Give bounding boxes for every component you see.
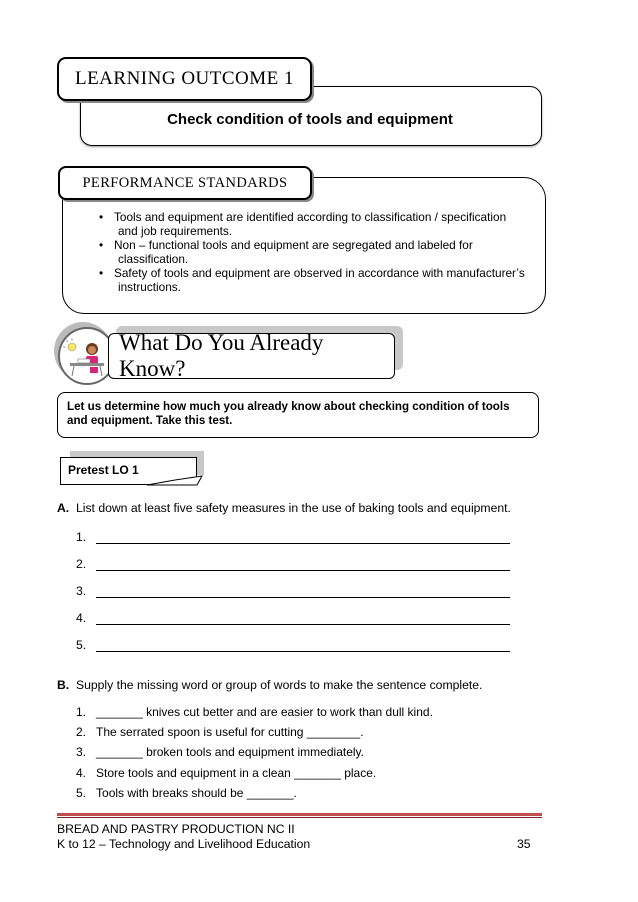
intro-text-line: Let us determine how much you already know about checking condition of tools: [67, 400, 510, 413]
section-a-text: List down at least five safety measures in the use of baking tools and equipment.: [75, 501, 511, 515]
footer-title: BREAD AND PASTRY PRODUCTION NC II: [57, 822, 295, 836]
page-number: 35: [517, 837, 531, 851]
list-item: • Safety of tools and equipment are observed in accordance with manufacturer’s instructions.: [99, 266, 525, 294]
answer-line[interactable]: [96, 543, 510, 544]
learning-outcome-title: LEARNING OUTCOME 1: [57, 57, 312, 101]
standard-line: Non – functional tools and equipment are segregated and labeled for: [114, 238, 473, 252]
performance-standards-title: PERFORMANCE STANDARDS: [58, 166, 312, 200]
section-b-text: Supply the missing word or group of words to make the sentence complete.: [75, 678, 483, 692]
answer-line[interactable]: [96, 597, 510, 598]
learning-outcome-subtitle: Check condition of tools and equipment: [167, 111, 453, 128]
standard-line: and job requirements.: [118, 224, 233, 238]
item-number: 4.: [76, 766, 87, 780]
section-b-instruction: [57, 678, 482, 692]
item-text: _______ knives cut better and are easier to work than dull kind.: [96, 705, 433, 719]
answer-number: 3.: [76, 584, 87, 598]
answer-number: 1.: [76, 530, 87, 544]
answer-line[interactable]: [96, 624, 510, 625]
list-item: [76, 786, 297, 800]
list-item: • Tools and equipment are identified according to classification / specification and job requirements.: [96, 210, 526, 238]
standard-line: classification.: [118, 252, 189, 266]
performance-standards-list: [96, 210, 526, 294]
section-b-letter: B.: [57, 678, 70, 692]
answer-number: 4.: [76, 611, 87, 625]
page-curl-icon: [145, 472, 205, 488]
item-text: Tools with breaks should be _______.: [96, 786, 297, 800]
intro-text-line: and equipment. Take this test.: [67, 414, 233, 427]
list-item: [76, 766, 376, 780]
item-number: 5.: [76, 786, 87, 800]
item-number: 1.: [76, 705, 87, 719]
standard-line: Tools and equipment are identified according to classification / specification: [114, 210, 507, 224]
section-a-instruction: [57, 501, 511, 515]
answer-line[interactable]: [96, 651, 510, 652]
list-item: [76, 745, 364, 759]
item-text: Store tools and equipment in a clean _______ place.: [96, 766, 377, 780]
section-a-letter: A.: [57, 501, 70, 515]
footer-subtitle: K to 12 – Technology and Livelihood Education: [57, 837, 311, 851]
footer-rule: [57, 817, 542, 818]
answer-number: 2.: [76, 557, 87, 571]
item-text: The serrated spoon is useful for cutting ________.: [96, 725, 364, 739]
item-text: _______ broken tools and equipment immediately.: [96, 745, 364, 759]
standard-line: instructions.: [118, 280, 181, 294]
answer-number: 5.: [76, 638, 87, 652]
item-number: 2.: [76, 725, 87, 739]
standard-line: Safety of tools and equipment are observed in accordance with manufacturer’s: [114, 266, 525, 280]
intro-box: [57, 392, 539, 438]
answer-line[interactable]: [96, 570, 510, 571]
list-item: [76, 705, 433, 719]
what-do-you-know-heading: What Do You Already Know?: [108, 333, 395, 379]
list-item: • Non – functional tools and equipment are segregated and labeled for classification.: [96, 238, 526, 266]
pretest-label: Pretest LO 1: [60, 457, 197, 485]
footer-rule: [57, 813, 542, 816]
item-number: 3.: [76, 745, 87, 759]
list-item: [76, 725, 364, 739]
